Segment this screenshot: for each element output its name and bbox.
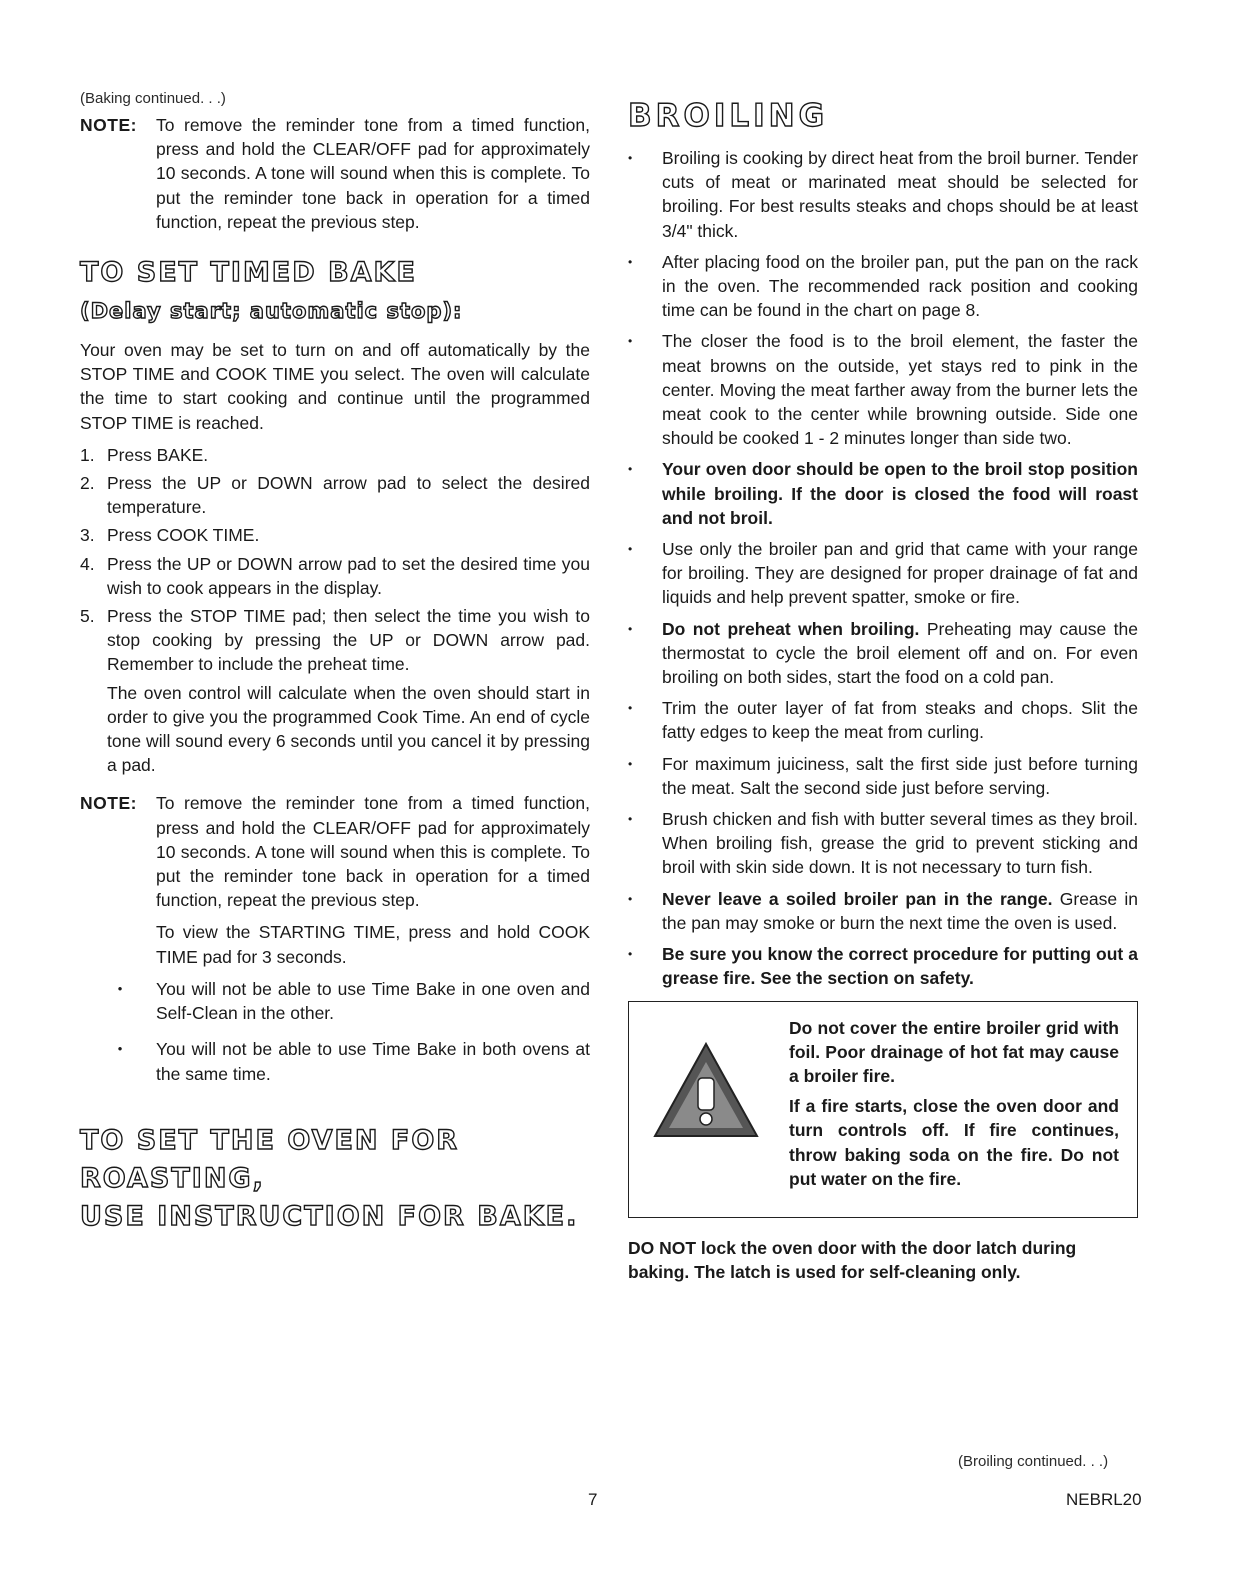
tip-text: For maximum juiciness, salt the first side just before turning the meat. Salt the second side just before serving.: [662, 753, 1138, 798]
tip-rest: Preheating may cause the thermostat to cycle the broil element off and on. For even broiling on both sides, start the food on a cold pan.: [662, 618, 1138, 688]
tip-text: After placing food on the broiler pan, put the pan on the rack in the oven. The recommended rack position and cooking time can be found in the chart on page 8.: [662, 251, 1138, 321]
tip-bold-lead: Do not preheat when broiling.: [662, 618, 920, 639]
broiling-heading: BROILING: [628, 98, 829, 134]
step-number: 2.: [80, 473, 95, 494]
note-block: [80, 113, 590, 234]
bullet-icon: •: [628, 701, 633, 716]
tip-text: The closer the food is to the broil element, the faster the meat browns on the outside, yet stays red to pink in the center. Moving the meat farther away from the burner lets the meat cook to the center while browning outside. Side one should be cooked 1 - 2 minutes longer than side two.: [662, 331, 1138, 449]
note-text: To remove the reminder tone from a timed function, press and hold the CLEAR/OFF pad for approximately 10 seconds. A tone will sound when this is complete. To put the reminder tone back in operation for a timed function, repeat the previous step.: [156, 793, 590, 911]
step-text: Press COOK TIME.: [107, 525, 260, 546]
step-text: Press the STOP TIME pad; then select the time you wish to stop cooking by pressing the UP or DOWN arrow pad. Remember to include the preheat time.: [107, 606, 590, 675]
tip-text-bold: Your oven door should be open to the broil stop position while broiling. If the door is closed the food will roast and not broil.: [662, 459, 1138, 528]
bullet-icon: •: [628, 462, 633, 477]
time-bake-restrictions: [80, 977, 590, 1086]
step-item: [80, 443, 590, 467]
step-number: 5.: [80, 606, 95, 627]
bullet-icon: •: [628, 542, 633, 557]
broiling-tip: [628, 617, 1138, 690]
step-5-explanation: The oven control will calculate when the oven should start in order to give you the programmed Cook Time. An end of cycle tone will sound every 6 seconds until you cancel it by pressing a pad.: [107, 682, 590, 776]
step-text: Press BAKE.: [107, 444, 209, 465]
restriction-item: [80, 1037, 590, 1085]
tip-rest: Grease in the pan may smoke or burn the next time the oven is used.: [662, 888, 1138, 933]
step-number: 4.: [80, 553, 95, 574]
step-text: Press the UP or DOWN arrow pad to select the desired temperature.: [107, 473, 590, 518]
restriction-text: You will not be able to use Time Bake in one oven and Self-Clean in the other.: [156, 978, 590, 1024]
tip-text: Trim the outer layer of fat from steaks and chops. Slit the fatty edges to keep the meat from curling.: [662, 698, 1138, 743]
note-text: To remove the reminder tone from a timed function, press and hold the CLEAR/OFF pad for approximately 10 seconds. A tone will sound when this is complete. To put the reminder tone back in operation for a timed function, repeat the previous step.: [156, 115, 590, 232]
timed-bake-subheading: (Delay start; automatic stop):: [80, 299, 463, 324]
bullet-icon: •: [628, 947, 633, 962]
bullet-icon: •: [628, 812, 633, 827]
step-number: 3.: [80, 525, 95, 546]
broiling-continued-label: (Broiling continued. . .): [958, 1453, 1109, 1470]
step-item: [80, 552, 590, 600]
broiling-tip: [628, 807, 1138, 880]
restriction-item: [80, 977, 590, 1025]
tip-text: Broiling is cooking by direct heat from the broil burner. Tender cuts of meat or marinated meat should be selected for broiling. For best results steaks and chops should be at least 3/4" thick.: [662, 148, 1138, 241]
starting-time-note: To view the STARTING TIME, press and hold COOK TIME pad for 3 seconds.: [156, 922, 590, 967]
broiling-tip: [628, 537, 1138, 610]
page-number: 7: [588, 1490, 598, 1509]
roasting-heading-line: USE INSTRUCTION FOR BAKE.: [80, 1200, 579, 1232]
tip-text-bold: Be sure you know the correct procedure for putting out a grease fire. See the section on safety.: [662, 944, 1138, 989]
bullet-icon: •: [117, 980, 123, 996]
warning-triangle-icon: [651, 1040, 761, 1140]
right-column: [628, 96, 1138, 1284]
bullet-icon: •: [628, 254, 633, 269]
timed-bake-intro: Your oven may be set to turn on and off automatically by the STOP TIME and COOK TIME you select. The oven will calculate the time to start cooking and continue until the programmed STOP TIME is reached.: [80, 340, 590, 433]
timed-bake-heading: TO SET TIMED BAKE: [80, 257, 417, 289]
warning-paragraph: If a fire starts, close the oven door and turn controls off. If fire continues, throw baking soda on the fire. Do not put water on the fire.: [789, 1096, 1119, 1189]
restriction-text: You will not be able to use Time Bake in both ovens at the same time.: [156, 1039, 590, 1084]
broiling-tip: [628, 329, 1138, 450]
note-label: NOTE:: [80, 793, 137, 814]
bullet-icon: •: [628, 151, 633, 165]
timed-bake-steps: [80, 443, 590, 677]
tip-text: [662, 887, 1138, 935]
tip-text: [662, 617, 1138, 690]
fire-warning-text: [789, 1016, 1119, 1197]
broiling-tip: [628, 696, 1138, 744]
document-code: NEBRL20: [1066, 1490, 1142, 1509]
bullet-icon: •: [628, 756, 633, 771]
bullet-icon: •: [628, 334, 633, 349]
fire-warning-box: [628, 1001, 1138, 1218]
broiling-tip: [628, 250, 1138, 323]
broiling-tip: [628, 457, 1138, 530]
bullet-icon: •: [628, 621, 633, 636]
bullet-icon: •: [117, 1041, 123, 1057]
step-item: [80, 604, 590, 677]
tip-text: Brush chicken and fish with butter several times as they broil. When broiling fish, grease the grid to prevent sticking and broil with skin side down. It is not necessary to turn fish.: [662, 809, 1138, 878]
left-column: [80, 90, 590, 1236]
tip-text: Use only the broiler pan and grid that came with your range for broiling. They are designed for proper drainage of fat and liquids and help prevent spatter, smoke or fire.: [662, 539, 1138, 608]
roasting-heading-line: TO SET THE OVEN FOR ROASTING,: [80, 1124, 460, 1194]
broiling-tip: [628, 887, 1138, 935]
step-item: [80, 471, 590, 519]
step-number: 1.: [80, 444, 95, 465]
note-label: NOTE:: [80, 115, 137, 135]
broiling-tip: [628, 942, 1138, 990]
broiling-tip: [628, 146, 1138, 243]
broiling-tips: [628, 146, 1138, 991]
note-block: [80, 791, 590, 912]
baking-continued-label: (Baking continued. . .): [80, 90, 226, 107]
step-item: [80, 523, 590, 547]
step-text: Press the UP or DOWN arrow pad to set the desired time you wish to cook appears in the display.: [107, 553, 590, 598]
bullet-icon: •: [628, 891, 633, 906]
warning-paragraph: Do not cover the entire broiler grid with foil. Poor drainage of hot fat may cause a broiler fire.: [789, 1017, 1119, 1086]
door-latch-warning: DO NOT lock the oven door with the door latch during baking. The latch is used for self-cleaning only.: [628, 1237, 1077, 1282]
roasting-heading: [80, 1122, 590, 1236]
tip-bold-lead: Never leave a soiled broiler pan in the range.: [662, 888, 1053, 909]
broiling-tip: [628, 752, 1138, 800]
